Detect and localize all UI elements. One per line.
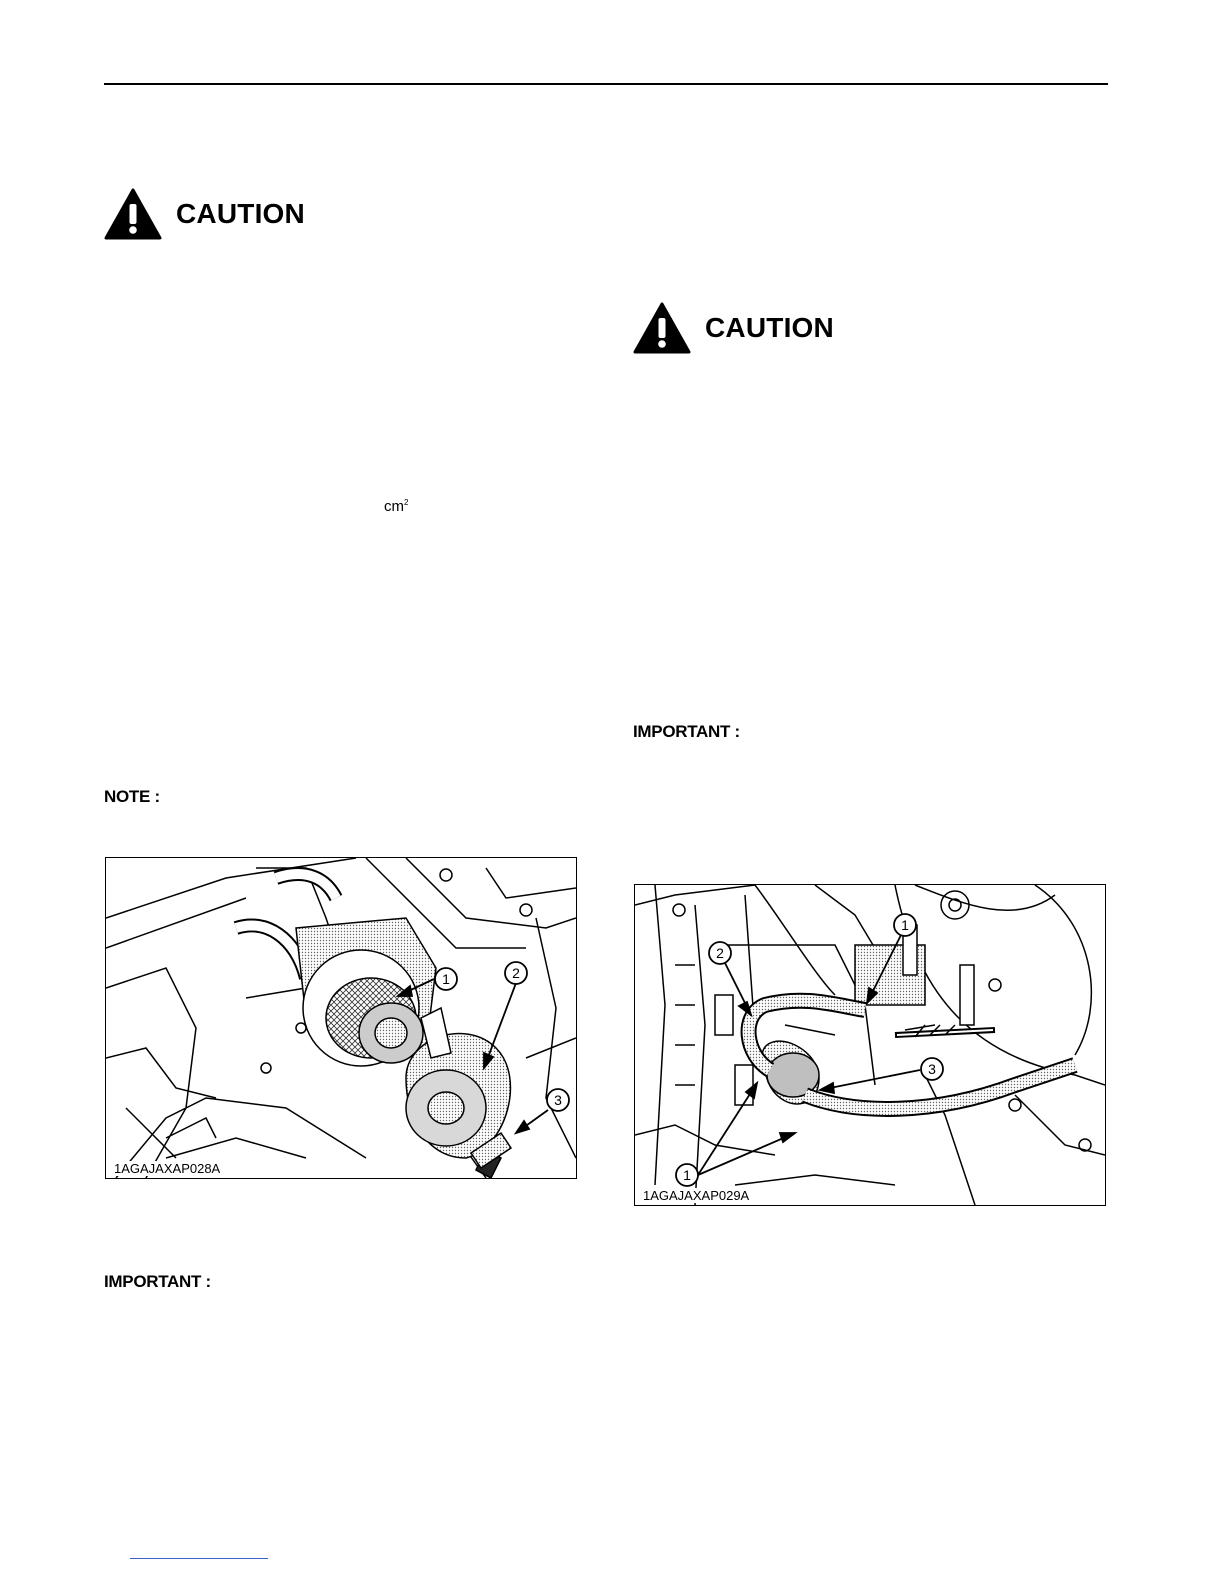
callout-1-lower: 1 — [683, 1167, 691, 1183]
header-rule — [104, 83, 1108, 85]
warning-triangle-icon — [104, 188, 162, 240]
figure-code: 1AGAJAXAP029A — [643, 1188, 750, 1203]
fuel-filter-illustration — [635, 885, 1105, 1205]
figure-code: 1AGAJAXAP028A — [114, 1161, 221, 1176]
callout-2: 2 — [512, 965, 520, 981]
callout-2: 2 — [716, 945, 724, 961]
callout-1: 1 — [442, 971, 450, 987]
unit-label — [384, 498, 408, 515]
important-label-left: IMPORTANT : — [104, 1272, 211, 1291]
caution-block-left — [104, 188, 305, 240]
air-cleaner-figure — [105, 857, 577, 1179]
caution-title: CAUTION — [176, 198, 305, 229]
caution-title: CAUTION — [705, 312, 834, 343]
unit-text: cm — [384, 498, 404, 515]
note-label: NOTE : — [104, 787, 160, 806]
fuel-filter-figure — [634, 884, 1106, 1206]
unit-exponent: 2 — [404, 498, 409, 507]
callout-3: 3 — [554, 1092, 562, 1108]
caution-block-right — [633, 302, 834, 354]
important-label-right: IMPORTANT : — [633, 722, 740, 741]
warning-triangle-icon — [633, 302, 691, 354]
footer-link-underline[interactable] — [130, 1558, 268, 1559]
callout-3: 3 — [928, 1061, 936, 1077]
callout-1: 1 — [901, 917, 909, 933]
air-cleaner-illustration — [106, 858, 576, 1178]
